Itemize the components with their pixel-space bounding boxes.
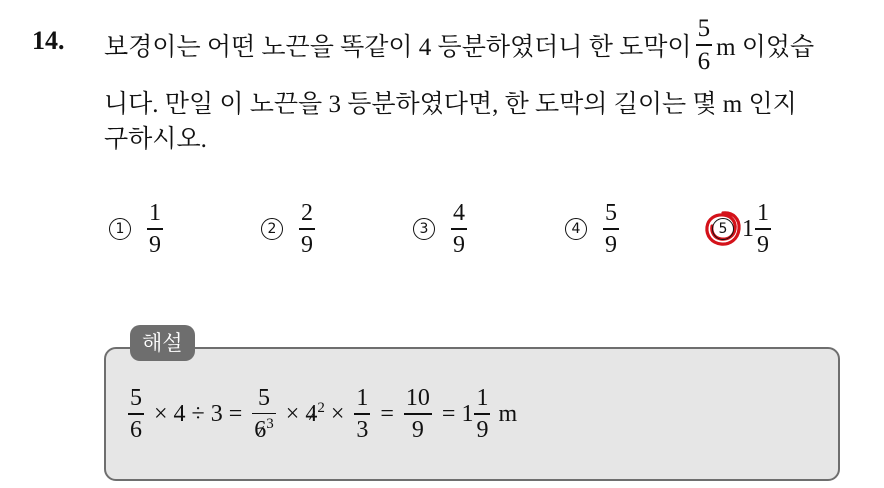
solution-expression (124, 383, 517, 445)
times-sign: × (285, 400, 300, 427)
question-line-3: 구하시오. (104, 126, 207, 153)
fraction-bar (404, 413, 432, 415)
reduced-two: 2 (317, 400, 325, 416)
cancelled-four: 4 (305, 401, 318, 427)
choice-number-4: 4 (565, 218, 587, 240)
choice-denominator: 9 (757, 231, 769, 258)
sol-unit: m (498, 400, 518, 427)
divide-sign: ÷ (191, 400, 205, 427)
choice-denominator: 9 (453, 231, 465, 258)
question-fraction (696, 16, 713, 74)
fraction-bar (299, 228, 315, 230)
choice-denominator: 9 (149, 231, 161, 258)
choice-3[interactable] (413, 196, 471, 262)
sol-cancelled-four (305, 400, 325, 428)
fraction-bar (451, 228, 467, 230)
question-line-2: 니다. 만일 이 노끈을 3 등분하였다면, 한 도막의 길이는 몇 m 인지 (104, 91, 797, 118)
choice-fraction-2 (299, 201, 315, 257)
sol-three: 3 (210, 400, 223, 427)
choice-whole-5: 1 (742, 215, 754, 242)
sol-fraction-4 (404, 386, 432, 442)
cancelled-six: 6 (254, 417, 267, 444)
sol-numerator: 1 (476, 385, 489, 412)
equals-sign: = (441, 400, 456, 427)
sol-denominator: 6 (130, 416, 142, 443)
choice-numerator: 1 (757, 200, 769, 227)
sol-numerator: 5 (258, 384, 271, 411)
choice-number-1: 1 (109, 218, 131, 240)
sol-fraction-3 (354, 386, 370, 442)
choice-5[interactable] (706, 196, 775, 262)
fraction-bar (696, 44, 713, 46)
question-text-1b: m 이었습 (716, 34, 815, 61)
question-line-1 (104, 10, 814, 80)
times-sign: × (330, 400, 345, 427)
fraction-numerator: 5 (697, 15, 711, 43)
fraction-bar (128, 413, 144, 415)
sol-denominator: 3 (356, 416, 369, 443)
choice-4[interactable] (565, 196, 623, 262)
question-number: 14. (32, 26, 65, 55)
choice-2[interactable] (261, 196, 319, 262)
sol-denominator-cancelled (252, 417, 276, 442)
choice-fraction-3 (451, 201, 467, 257)
sol-whole: 1 (461, 400, 474, 427)
choice-denominator: 9 (301, 231, 313, 258)
choice-numerator: 5 (605, 200, 617, 227)
solution-tag: 해설 (130, 325, 195, 361)
reduced-three: 3 (266, 416, 274, 433)
choice-fraction-4 (603, 201, 619, 257)
sol-fraction-1 (128, 386, 144, 442)
sol-fraction-2 (252, 386, 276, 443)
fraction-bar (354, 413, 370, 415)
sol-four: 4 (173, 400, 186, 427)
choice-fraction-5 (755, 201, 771, 257)
sol-fraction-5 (474, 386, 490, 442)
choice-denominator: 9 (605, 231, 617, 258)
sol-numerator: 10 (405, 385, 430, 412)
selected-answer-mark (706, 212, 740, 246)
choice-number-5: 5 (712, 218, 734, 240)
choice-number-2: 2 (261, 218, 283, 240)
fraction-bar (252, 413, 276, 415)
equals-sign: = (228, 400, 243, 427)
sol-numerator: 5 (130, 385, 142, 412)
fraction-denominator: 6 (697, 47, 711, 75)
question-text-1a: 보경이는 어떤 노끈을 똑같이 4 등분하였더니 한 도막이 (104, 34, 692, 61)
choice-number-3: 3 (413, 218, 435, 240)
fraction-bar (603, 228, 619, 230)
fraction-bar (147, 228, 163, 230)
choice-numerator: 2 (301, 200, 313, 227)
sol-denominator: 9 (411, 416, 424, 443)
sol-denominator: 9 (476, 416, 489, 443)
times-sign: × (154, 400, 168, 427)
equals-sign: = (380, 400, 394, 427)
sol-numerator: 1 (356, 385, 369, 412)
fraction-bar (755, 228, 771, 230)
choice-numerator: 4 (453, 200, 465, 227)
choice-numerator: 1 (149, 200, 161, 227)
choice-1[interactable] (109, 196, 167, 262)
choice-fraction-1 (147, 201, 163, 257)
fraction-bar (474, 413, 490, 415)
